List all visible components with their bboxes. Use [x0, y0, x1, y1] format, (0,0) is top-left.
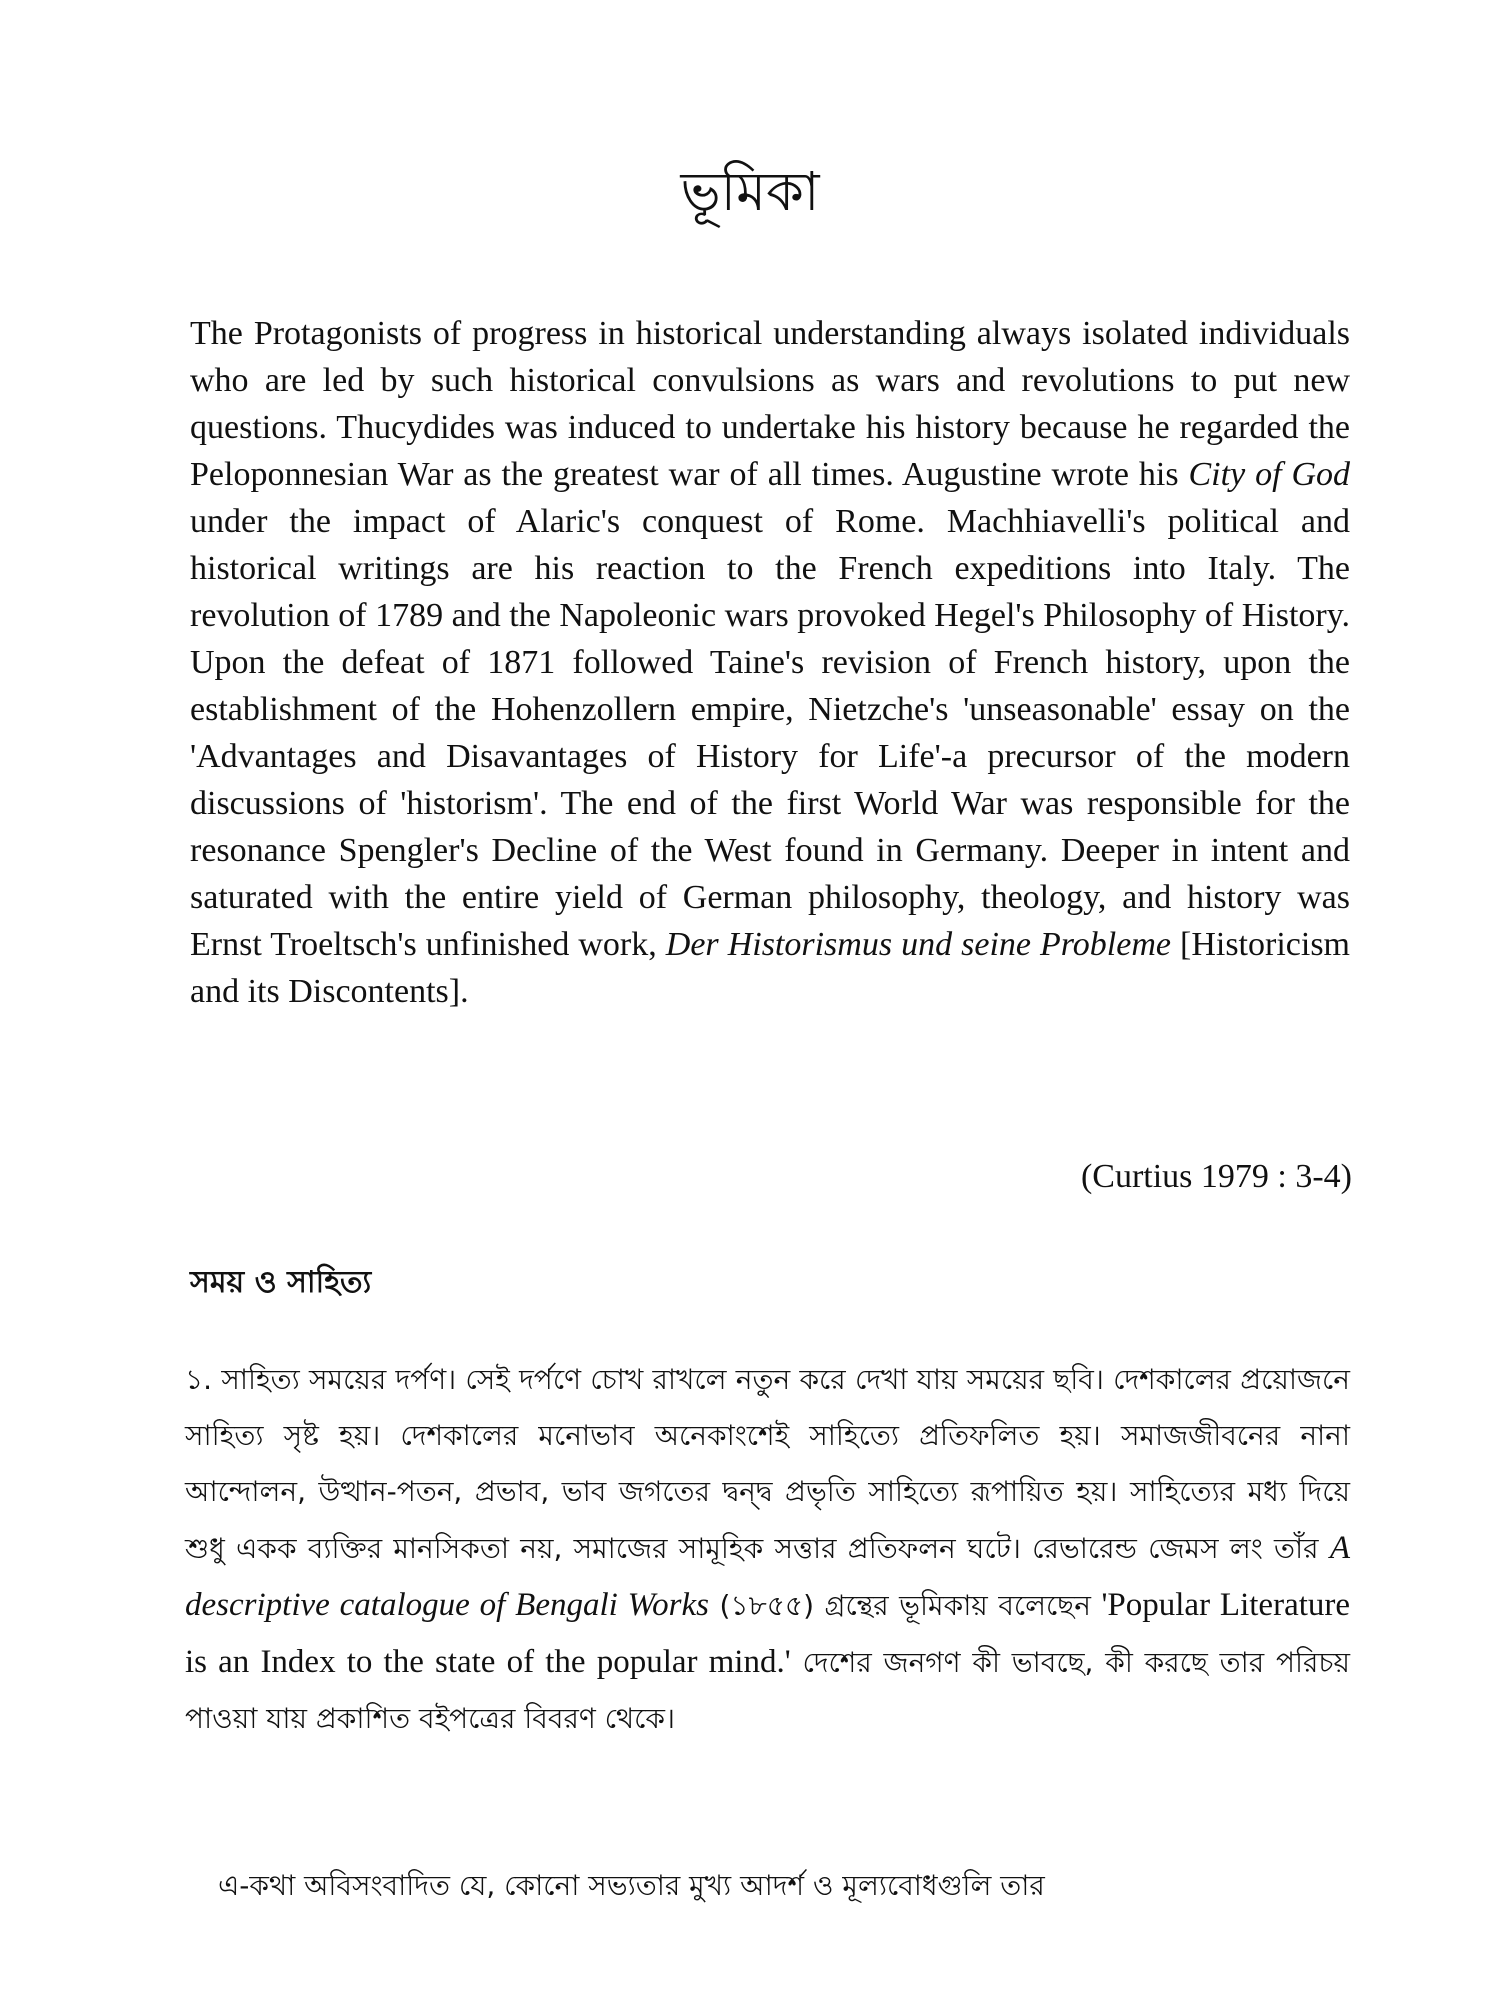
paragraph-1-text-c: দেশের জনগণ কী ভাবছে, কী করছে তার পরিচয় পাওয়া যায় প্রকাশিত বইপত্রের বিবরণ থেকে।	[185, 1646, 1350, 1735]
city-of-god-title: City of God	[1188, 456, 1350, 493]
paragraph-1-text-a: ১. সাহিত্য সময়ের দর্পণ। সেই দর্পণে চোখ রাখলে নতুন করে দেখা যায় সময়ের ছবি। দেশকালের প্রয়োজনে সাহিত্য সৃষ্ট হয়। দেশকালের মনোভাব অনেকাংশেই সাহিত্যে প্রতিফলিত হয়। সমাজজীবনের নানা আন্দোলন, উত্থান-পতন, প্রভাব, ভাব জগতের দ্বন্দ্ব প্রভৃতি সাহিত্যে রূপায়িত হয়। সাহিত্যের মধ্য দিয়ে শুধু একক ব্যক্তির মানসিকতা নয়, সমাজের সামূহিক সত্তার প্রতিফলন ঘটে। রেভারেন্ড জেমস লং তাঁর	[185, 1363, 1350, 1565]
paragraph-2: এ-কথা অবিসংবাদিত যে, কোনো সভ্যতার মুখ্য আদর্শ ও মূল্যবোধগুলি তার	[218, 1869, 1045, 1902]
paragraph-1-text-b: (১৮৫৫) গ্রন্থের ভূমিকায় বলেছেন	[708, 1589, 1102, 1622]
long-quote: 'Popular Literature is an Index to the state of the popular mind.'	[185, 1587, 1351, 1680]
epigraph-citation: (Curtius 1979 : 3-4)	[1080, 1158, 1352, 1195]
epigraph-text-1: The Protagonists of progress in historical understanding always isolated individuals who are led by such historical convulsions as wars and revolutions to put new questions. Thucydides was induced to undertake his history because he regarded the Peloponnesian War as the greatest war of all times. Augustine wrote his	[190, 315, 1350, 493]
epigraph-quote	[190, 310, 1350, 1015]
catalogue-title: A descriptive catalogue of Bengali Works	[185, 1530, 1350, 1623]
epigraph-text-3: [Historicism and its Discontents].	[190, 926, 1350, 1010]
der-historismus-title: Der Historismus und seine Probleme	[665, 926, 1171, 963]
page-title: ভূমিকা	[680, 160, 820, 223]
paragraph-1	[185, 1352, 1350, 1747]
section-heading: সময় ও সাহিত্য	[190, 1265, 372, 1300]
epigraph-text-2: under the impact of Alaric's conquest of Rome. Machhiavelli's political and historical writings are his reaction to the French expeditions into Italy. The revolution of 1789 and the Napoleonic wars provoked Hegel's Philosophy of History. Upon the defeat of 1871 followed Taine's revision of French history, upon the establishment of the Hohenzollern empire, Nietzche's 'unseasonable' essay on the 'Advantages and Disavantages of History for Life'-a precursor of the modern discussions of 'historism'. The end of the first World War was responsible for the resonance Spengler's Decline of the West found in Germany. Deeper in intent and saturated with the entire yield of German philosophy, theology, and history was Ernst Troeltsch's unfinished work,	[190, 503, 1350, 963]
